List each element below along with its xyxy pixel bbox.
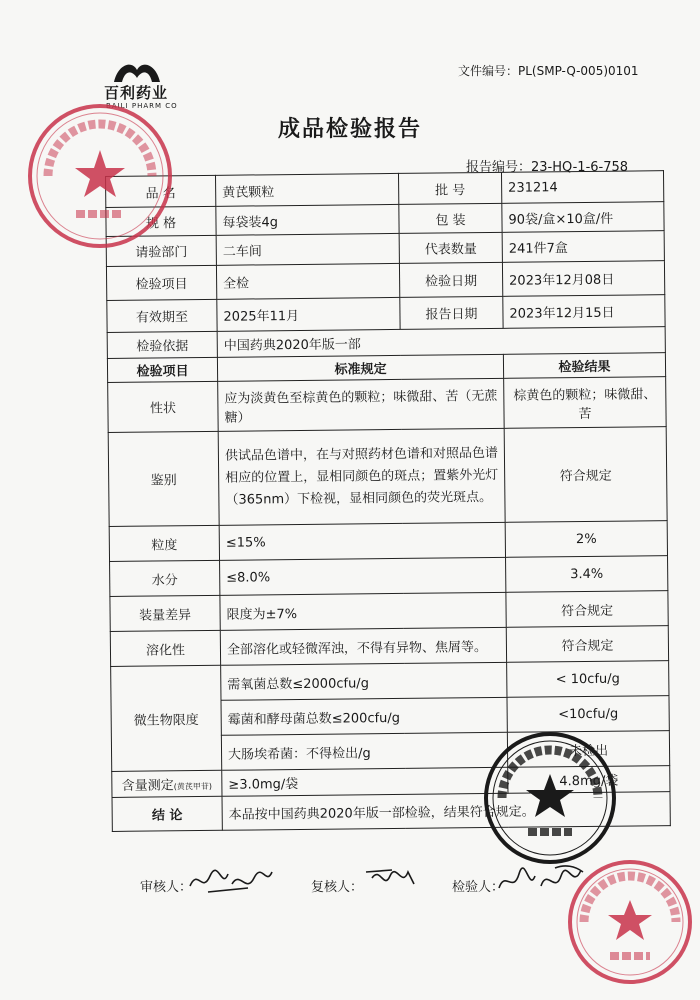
results-header-result: 检验结果 (503, 353, 665, 379)
basis-value: 中国药典2020年版一部 (217, 327, 665, 358)
release-stamp-black (482, 730, 618, 866)
page-title: 成品检验报告 (277, 117, 422, 142)
logo-text-cn: 百利药业 (104, 84, 169, 102)
xingzhuang-standard: 应为淡黄色至棕黄色的颗粒；味微甜、苦（无蔗糖） (218, 378, 505, 431)
results-header-item: 检验项目 (107, 357, 217, 382)
table-row (110, 591, 668, 632)
results-header-standard: 标准规定 (217, 354, 503, 381)
table-row (108, 427, 667, 527)
shuifen-standard: ≤8.0% (220, 557, 506, 595)
reviewer-signature (188, 864, 274, 898)
pack-value: 90袋/盒×10盒/件 (502, 202, 664, 233)
test-date-value: 2023年12月08日 (502, 261, 664, 297)
hanliang-item-note: (黄芪甲苷) (173, 781, 213, 792)
document-number: 文件编号：PL(SMP-Q-005)0101 (458, 64, 639, 78)
expiry-label: 有效期至 (107, 299, 217, 332)
shuifen-result: 3.4% (506, 556, 668, 593)
jianbie-result: 符合规定 (504, 427, 667, 523)
jianbie-standard: 供试品色谱中，在与对照药材色谱和对照品色谱相应的位置上，显相同颜色的斑点；置紫外光灯（365nm）下检视，显相同颜色的荧光斑点。 (218, 428, 505, 525)
table-row (110, 556, 668, 597)
micro-result-3: 未检出 (507, 731, 669, 768)
table-row (106, 261, 664, 301)
expiry-value: 2025年11月 (217, 297, 400, 331)
qty-value: 241件7盒 (502, 231, 664, 263)
conclusion-text: 本品按中国药典2020年版一部检验，结果符合规定。 (222, 792, 670, 831)
basis-label: 检验依据 (107, 331, 217, 358)
report-number: 报告编号：23-HQ-1-6-758 (466, 160, 629, 175)
spec-label: 规 格 (106, 206, 216, 236)
company-logo (104, 58, 200, 108)
table-row (111, 661, 669, 702)
conclusion-label: 结 论 (112, 796, 222, 831)
inspector-label: 检验人： (452, 880, 505, 895)
distributor-stamp-red (566, 858, 694, 986)
rongxing-item: 溶化性 (110, 630, 220, 666)
qty-label: 代表数量 (399, 232, 502, 263)
rechecker-signature (362, 864, 418, 894)
hanliang-item-label: 含量测定 (121, 778, 174, 794)
shuifen-item: 水分 (110, 560, 220, 596)
item-value: 全检 (216, 263, 399, 299)
pack-label: 包 装 (399, 203, 502, 233)
lidu-result: 2% (505, 521, 667, 558)
zhuangliang-item: 装量差异 (110, 595, 220, 631)
spec-value: 每袋装4g (216, 204, 399, 235)
batch-label: 批 号 (398, 172, 501, 204)
micro-standard-1: 需氧菌总数≤2000cfu/g (221, 662, 507, 700)
micro-item: 微生物限度 (111, 665, 222, 771)
dept-value: 二车间 (216, 233, 399, 265)
zhuangliang-result: 符合规定 (506, 591, 668, 628)
xingzhuang-result: 棕黄色的颗粒；味微甜、苦 (504, 377, 667, 429)
lidu-item: 粒度 (109, 525, 219, 561)
logo-icon (112, 58, 162, 82)
micro-result-2: <10cfu/g (507, 696, 669, 733)
lidu-standard: ≤15% (219, 522, 505, 560)
report-date-label: 报告日期 (400, 296, 503, 329)
batch-value: 231214 (501, 171, 663, 204)
table-row (108, 377, 666, 433)
hanliang-item (112, 770, 222, 797)
report-date-value: 2023年12月15日 (503, 295, 665, 329)
dept-label: 请验部门 (106, 235, 216, 266)
micro-standard-3: 大肠埃希菌：不得检出/g (221, 732, 507, 770)
hanliang-result: 4.8mg/袋 (508, 766, 670, 794)
reviewer-label: 审核人： (140, 880, 193, 895)
logo-text-en: BAILI PHARM CO (106, 102, 178, 110)
product-value: 黄芪颗粒 (215, 173, 398, 206)
table-row (109, 521, 667, 562)
jianbie-item: 鉴别 (108, 431, 219, 526)
zhuangliang-standard: 限度为±7% (220, 592, 506, 630)
rongxing-standard: 全部溶化或轻微浑浊，不得有异物、焦屑等。 (220, 627, 506, 665)
rongxing-result: 符合规定 (506, 626, 668, 663)
micro-standard-2: 霉菌和酵母菌总数≤200cfu/g (221, 697, 507, 735)
test-date-label: 检验日期 (399, 262, 502, 297)
product-label: 品 名 (106, 175, 216, 207)
xingzhuang-item: 性状 (108, 381, 219, 432)
hanliang-standard: ≥3.0mg/袋 (222, 767, 508, 796)
table-row (110, 626, 668, 667)
item-label: 检验项目 (106, 265, 216, 300)
rechecker-label: 复核人： (311, 880, 364, 895)
micro-result-1: < 10cfu/g (507, 661, 669, 698)
qa-stamp-red (26, 102, 174, 250)
